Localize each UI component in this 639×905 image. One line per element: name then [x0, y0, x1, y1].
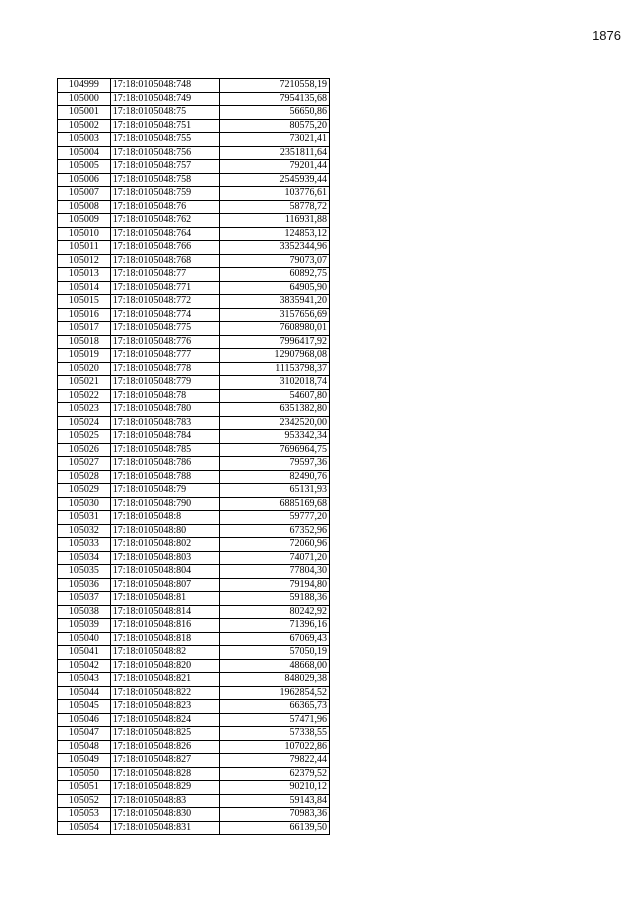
row-number-cell: 105041	[58, 646, 111, 660]
cadastral-number-cell: 17:18:0105048:80	[110, 524, 220, 538]
table-row	[58, 119, 330, 133]
cadastral-value-cell: 7608980,01	[220, 322, 330, 336]
page-number: 1876	[592, 28, 621, 43]
table-row	[58, 673, 330, 687]
row-number-cell: 105030	[58, 497, 111, 511]
cadastral-number-cell: 17:18:0105048:820	[110, 659, 220, 673]
cadastral-number-cell: 17:18:0105048:759	[110, 187, 220, 201]
cadastral-value-cell: 79194,80	[220, 578, 330, 592]
table-row	[58, 484, 330, 498]
cadastral-value-cell: 71396,16	[220, 619, 330, 633]
row-number-cell: 105013	[58, 268, 111, 282]
cadastral-number-cell: 17:18:0105048:807	[110, 578, 220, 592]
row-number-cell: 105027	[58, 457, 111, 471]
table-row	[58, 227, 330, 241]
row-number-cell: 105033	[58, 538, 111, 552]
cadastral-number-cell: 17:18:0105048:824	[110, 713, 220, 727]
row-number-cell: 105052	[58, 794, 111, 808]
row-number-cell: 105053	[58, 808, 111, 822]
cadastral-number-cell: 17:18:0105048:81	[110, 592, 220, 606]
cadastral-value-cell: 77804,30	[220, 565, 330, 579]
table-row	[58, 659, 330, 673]
cadastral-number-cell: 17:18:0105048:78	[110, 389, 220, 403]
row-number-cell: 105022	[58, 389, 111, 403]
cadastral-value-cell: 64905,90	[220, 281, 330, 295]
cadastral-value-cell: 70983,36	[220, 808, 330, 822]
cadastral-value-cell: 72060,96	[220, 538, 330, 552]
row-number-cell: 105015	[58, 295, 111, 309]
cadastral-number-cell: 17:18:0105048:764	[110, 227, 220, 241]
table-row	[58, 740, 330, 754]
row-number-cell: 105002	[58, 119, 111, 133]
table-row	[58, 173, 330, 187]
cadastral-number-cell: 17:18:0105048:831	[110, 821, 220, 835]
table-row	[58, 362, 330, 376]
cadastral-value-cell: 7210558,19	[220, 79, 330, 93]
cadastral-value-cell: 6885169,68	[220, 497, 330, 511]
cadastral-value-cell: 58778,72	[220, 200, 330, 214]
row-number-cell: 105014	[58, 281, 111, 295]
cadastral-value-cell: 79073,07	[220, 254, 330, 268]
row-number-cell: 105020	[58, 362, 111, 376]
row-number-cell: 105036	[58, 578, 111, 592]
table-row	[58, 295, 330, 309]
cadastral-number-cell: 17:18:0105048:803	[110, 551, 220, 565]
row-number-cell: 105001	[58, 106, 111, 120]
row-number-cell: 105011	[58, 241, 111, 255]
row-number-cell: 105044	[58, 686, 111, 700]
cadastral-value-cell: 107022,86	[220, 740, 330, 754]
row-number-cell: 105003	[58, 133, 111, 147]
cadastral-number-cell: 17:18:0105048:756	[110, 146, 220, 160]
cadastral-number-cell: 17:18:0105048:772	[110, 295, 220, 309]
row-number-cell: 105010	[58, 227, 111, 241]
cadastral-number-cell: 17:18:0105048:774	[110, 308, 220, 322]
table-row	[58, 565, 330, 579]
cadastral-number-cell: 17:18:0105048:82	[110, 646, 220, 660]
table-row	[58, 470, 330, 484]
cadastral-value-cell: 59188,36	[220, 592, 330, 606]
table-row	[58, 241, 330, 255]
table-row	[58, 335, 330, 349]
table-row	[58, 754, 330, 768]
cadastral-value-cell: 79597,36	[220, 457, 330, 471]
cadastral-number-cell: 17:18:0105048:757	[110, 160, 220, 174]
cadastral-value-cell: 48668,00	[220, 659, 330, 673]
cadastral-value-cell: 67069,43	[220, 632, 330, 646]
table-row	[58, 200, 330, 214]
table-row	[58, 713, 330, 727]
cadastral-number-cell: 17:18:0105048:751	[110, 119, 220, 133]
table-row	[58, 389, 330, 403]
row-number-cell: 105035	[58, 565, 111, 579]
table-row	[58, 646, 330, 660]
cadastral-number-cell: 17:18:0105048:8	[110, 511, 220, 525]
cadastral-number-cell: 17:18:0105048:775	[110, 322, 220, 336]
cadastral-number-cell: 17:18:0105048:783	[110, 416, 220, 430]
cadastral-value-cell: 56650,86	[220, 106, 330, 120]
table-row	[58, 308, 330, 322]
cadastral-number-cell: 17:18:0105048:83	[110, 794, 220, 808]
cadastral-number-cell: 17:18:0105048:829	[110, 781, 220, 795]
cadastral-number-cell: 17:18:0105048:821	[110, 673, 220, 687]
cadastral-number-cell: 17:18:0105048:788	[110, 470, 220, 484]
table-row	[58, 322, 330, 336]
table-row	[58, 821, 330, 835]
row-number-cell: 105051	[58, 781, 111, 795]
table-row	[58, 578, 330, 592]
table-row	[58, 146, 330, 160]
table-row	[58, 133, 330, 147]
table-row	[58, 160, 330, 174]
row-number-cell: 105028	[58, 470, 111, 484]
cadastral-number-cell: 17:18:0105048:786	[110, 457, 220, 471]
row-number-cell: 105008	[58, 200, 111, 214]
row-number-cell: 105039	[58, 619, 111, 633]
cadastral-number-cell: 17:18:0105048:748	[110, 79, 220, 93]
table-row	[58, 727, 330, 741]
cadastral-value-cell: 116931,88	[220, 214, 330, 228]
row-number-cell: 105049	[58, 754, 111, 768]
row-number-cell: 104999	[58, 79, 111, 93]
row-number-cell: 105040	[58, 632, 111, 646]
cadastral-value-cell: 80242,92	[220, 605, 330, 619]
cadastral-value-cell: 59777,20	[220, 511, 330, 525]
cadastral-number-cell: 17:18:0105048:758	[110, 173, 220, 187]
cadastral-number-cell: 17:18:0105048:823	[110, 700, 220, 714]
row-number-cell: 105043	[58, 673, 111, 687]
cadastral-value-cell: 57050,19	[220, 646, 330, 660]
row-number-cell: 105004	[58, 146, 111, 160]
table-row	[58, 605, 330, 619]
table-row	[58, 187, 330, 201]
cadastral-value-cell: 59143,84	[220, 794, 330, 808]
table-row	[58, 268, 330, 282]
row-number-cell: 105029	[58, 484, 111, 498]
cadastral-value-cell: 90210,12	[220, 781, 330, 795]
cadastral-number-cell: 17:18:0105048:790	[110, 497, 220, 511]
row-number-cell: 105007	[58, 187, 111, 201]
table-row	[58, 416, 330, 430]
cadastral-number-cell: 17:18:0105048:822	[110, 686, 220, 700]
table-row	[58, 457, 330, 471]
table-row	[58, 551, 330, 565]
cadastral-number-cell: 17:18:0105048:776	[110, 335, 220, 349]
cadastral-value-cell: 2545939,44	[220, 173, 330, 187]
cadastral-number-cell: 17:18:0105048:778	[110, 362, 220, 376]
cadastral-value-cell: 3102018,74	[220, 376, 330, 390]
cadastral-value-cell: 103776,61	[220, 187, 330, 201]
cadastral-number-cell: 17:18:0105048:75	[110, 106, 220, 120]
cadastral-value-cell: 67352,96	[220, 524, 330, 538]
row-number-cell: 105026	[58, 443, 111, 457]
cadastral-number-cell: 17:18:0105048:777	[110, 349, 220, 363]
cadastral-value-cell: 66365,73	[220, 700, 330, 714]
row-number-cell: 105018	[58, 335, 111, 349]
cadastral-value-cell: 124853,12	[220, 227, 330, 241]
table-row	[58, 92, 330, 106]
cadastral-number-cell: 17:18:0105048:762	[110, 214, 220, 228]
row-number-cell: 105046	[58, 713, 111, 727]
table-body	[58, 79, 330, 835]
table-row	[58, 619, 330, 633]
cadastral-value-cell: 6351382,80	[220, 403, 330, 417]
cadastral-number-cell: 17:18:0105048:771	[110, 281, 220, 295]
row-number-cell: 105024	[58, 416, 111, 430]
cadastral-value-cell: 953342,34	[220, 430, 330, 444]
cadastral-value-cell: 12907968,08	[220, 349, 330, 363]
cadastral-value-cell: 66139,50	[220, 821, 330, 835]
table-row	[58, 538, 330, 552]
cadastral-value-cell: 2351811,64	[220, 146, 330, 160]
cadastral-value-cell: 80575,20	[220, 119, 330, 133]
cadastral-number-cell: 17:18:0105048:766	[110, 241, 220, 255]
row-number-cell: 105037	[58, 592, 111, 606]
cadastral-number-cell: 17:18:0105048:779	[110, 376, 220, 390]
cadastral-value-cell: 82490,76	[220, 470, 330, 484]
table-row	[58, 443, 330, 457]
table-row	[58, 794, 330, 808]
cadastral-number-cell: 17:18:0105048:784	[110, 430, 220, 444]
table-row	[58, 511, 330, 525]
cadastral-number-cell: 17:18:0105048:814	[110, 605, 220, 619]
row-number-cell: 105054	[58, 821, 111, 835]
cadastral-value-cell: 3352344,96	[220, 241, 330, 255]
cadastral-number-cell: 17:18:0105048:828	[110, 767, 220, 781]
table-row	[58, 403, 330, 417]
table-row	[58, 632, 330, 646]
cadastral-number-cell: 17:18:0105048:768	[110, 254, 220, 268]
row-number-cell: 105034	[58, 551, 111, 565]
table-row	[58, 254, 330, 268]
table-row	[58, 781, 330, 795]
row-number-cell: 105045	[58, 700, 111, 714]
cadastral-value-cell: 65131,93	[220, 484, 330, 498]
row-number-cell: 105038	[58, 605, 111, 619]
table-row	[58, 214, 330, 228]
cadastral-value-cell: 74071,20	[220, 551, 330, 565]
row-number-cell: 105050	[58, 767, 111, 781]
table-row	[58, 281, 330, 295]
row-number-cell: 105016	[58, 308, 111, 322]
cadastral-number-cell: 17:18:0105048:76	[110, 200, 220, 214]
cadastral-value-cell: 62379,52	[220, 767, 330, 781]
cadastral-number-cell: 17:18:0105048:816	[110, 619, 220, 633]
cadastral-value-cell: 11153798,37	[220, 362, 330, 376]
cadastral-number-cell: 17:18:0105048:755	[110, 133, 220, 147]
row-number-cell: 105023	[58, 403, 111, 417]
table-row	[58, 700, 330, 714]
table-row	[58, 376, 330, 390]
table-row	[58, 497, 330, 511]
cadastral-value-cell: 2342520,00	[220, 416, 330, 430]
cadastral-value-cell: 57471,96	[220, 713, 330, 727]
table-row	[58, 524, 330, 538]
cadastral-number-cell: 17:18:0105048:825	[110, 727, 220, 741]
table-row	[58, 592, 330, 606]
cadastral-value-cell: 60892,75	[220, 268, 330, 282]
row-number-cell: 105042	[58, 659, 111, 673]
cadastral-value-cell: 1962854,52	[220, 686, 330, 700]
table-row	[58, 106, 330, 120]
row-number-cell: 105005	[58, 160, 111, 174]
cadastral-value-cell: 3157656,69	[220, 308, 330, 322]
row-number-cell: 105000	[58, 92, 111, 106]
cadastral-number-cell: 17:18:0105048:802	[110, 538, 220, 552]
cadastral-number-cell: 17:18:0105048:804	[110, 565, 220, 579]
table-row	[58, 430, 330, 444]
table-row	[58, 767, 330, 781]
row-number-cell: 105009	[58, 214, 111, 228]
row-number-cell: 105021	[58, 376, 111, 390]
table-row	[58, 79, 330, 93]
cadastral-value-cell: 79201,44	[220, 160, 330, 174]
cadastral-number-cell: 17:18:0105048:826	[110, 740, 220, 754]
row-number-cell: 105047	[58, 727, 111, 741]
cadastral-value-cell: 54607,80	[220, 389, 330, 403]
cadastral-value-cell: 57338,55	[220, 727, 330, 741]
cadastral-value-cell: 3835941,20	[220, 295, 330, 309]
cadastral-number-cell: 17:18:0105048:827	[110, 754, 220, 768]
cadastral-value-cell: 848029,38	[220, 673, 330, 687]
table-row	[58, 686, 330, 700]
cadastral-number-cell: 17:18:0105048:830	[110, 808, 220, 822]
row-number-cell: 105017	[58, 322, 111, 336]
row-number-cell: 105025	[58, 430, 111, 444]
row-number-cell: 105031	[58, 511, 111, 525]
row-number-cell: 105019	[58, 349, 111, 363]
cadastral-number-cell: 17:18:0105048:79	[110, 484, 220, 498]
row-number-cell: 105012	[58, 254, 111, 268]
row-number-cell: 105032	[58, 524, 111, 538]
row-number-cell: 105006	[58, 173, 111, 187]
cadastral-value-cell: 73021,41	[220, 133, 330, 147]
cadastral-number-cell: 17:18:0105048:77	[110, 268, 220, 282]
table-row	[58, 349, 330, 363]
cadastral-number-cell: 17:18:0105048:780	[110, 403, 220, 417]
cadastral-value-cell: 79822,44	[220, 754, 330, 768]
cadastral-value-cell: 7954135,68	[220, 92, 330, 106]
row-number-cell: 105048	[58, 740, 111, 754]
cadastral-value-cell: 7696964,75	[220, 443, 330, 457]
cadastral-number-cell: 17:18:0105048:749	[110, 92, 220, 106]
cadastral-value-table	[57, 78, 330, 835]
cadastral-number-cell: 17:18:0105048:818	[110, 632, 220, 646]
cadastral-value-cell: 7996417,92	[220, 335, 330, 349]
cadastral-number-cell: 17:18:0105048:785	[110, 443, 220, 457]
table-row	[58, 808, 330, 822]
